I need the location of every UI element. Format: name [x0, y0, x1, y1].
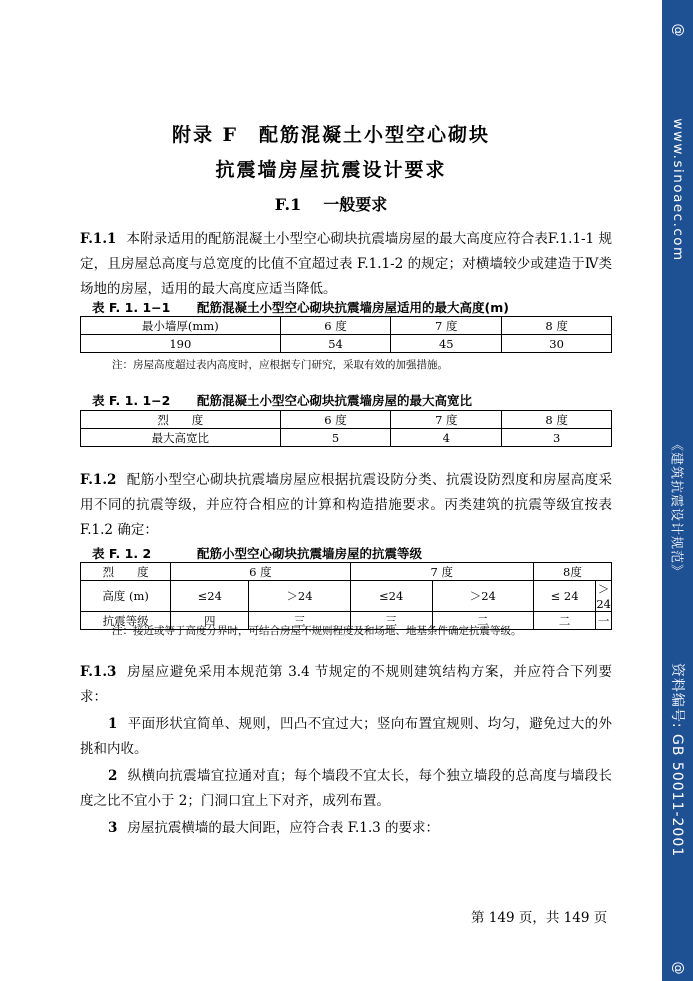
table-label: 表 F. 1. 1−1	[92, 300, 171, 315]
clause-text: 配筋小型空心砌块抗震墙房屋应根据抗震设防分类、抗震设防烈度和房屋高度采用不同的抗震等级，并应符合相应的计算和构造措施要求。丙类建筑的抗震等级宜按表 F.1.2 确定：	[80, 472, 612, 538]
table-cell: 抗震等级	[81, 612, 171, 630]
header-cell: 6 度	[280, 317, 391, 335]
table-caption	[92, 391, 472, 409]
table-cell: ＞24	[596, 582, 611, 611]
table-title: 配筋小型空心砌块抗震墙房屋的抗震等级	[197, 546, 423, 561]
table-note: 注：房屋高度超过表内高度时，应根据专门研究，采取有效的加强措施。	[112, 359, 448, 371]
table-cell: 190	[81, 335, 281, 353]
site-url: www.sinoaec.com	[669, 118, 686, 262]
clause-f113	[80, 660, 612, 710]
clause-f112	[80, 468, 612, 543]
table-caption	[92, 298, 509, 316]
table-caption	[92, 544, 422, 562]
requirement-item-1	[80, 712, 612, 762]
header-cell: 8度	[533, 563, 611, 581]
document-code: 资料编号: GB 50011-2001	[668, 662, 685, 858]
table-seismic-grade	[80, 562, 612, 630]
table-cell: 二	[533, 612, 595, 630]
table-label: 表 F. 1. 1−2	[92, 393, 171, 408]
header-cell: 最小墙厚(mm)	[81, 317, 281, 335]
table-cell: 45	[391, 335, 502, 353]
table-cell: 54	[280, 335, 391, 353]
table-title: 配筋混凝土小型空心砌块抗震墙房屋的最大高宽比	[197, 393, 473, 408]
table-cell: ≤24	[350, 581, 432, 612]
appendix-title-line2: 抗震墙房屋抗震设计要求	[215, 159, 447, 181]
table-row	[81, 581, 612, 612]
table-cell: ≤24	[171, 581, 249, 612]
at-symbol-bottom: @	[670, 961, 685, 975]
table-header-row	[81, 317, 612, 335]
table-cell: 5	[280, 429, 391, 447]
item-text: 纵横向抗震墙宜拉通对直；每个墙段不宜太长，每个独立墙段的总高度与墙段长度之比不宜小于 2；门洞口宜上下对齐，成列布置。	[80, 768, 612, 809]
table-cell: 高度 (m)	[81, 581, 171, 612]
section-number: F.1	[274, 195, 302, 214]
clause-number: F.1.1	[80, 231, 117, 247]
header-cell: 8 度	[502, 317, 612, 335]
table-cell: 三	[350, 612, 432, 630]
table-cell: 4	[391, 429, 502, 447]
table-note: 注：接近或等于高度分界时，可结合房屋不规则程度及和场地、地基条件确定抗震等级。	[112, 625, 522, 637]
table-row	[81, 429, 612, 447]
table-label: 表 F. 1. 2	[92, 546, 152, 561]
table-max-height	[80, 316, 612, 353]
at-symbol-top: @	[670, 23, 685, 37]
page-number: 第 149 页，共 149 页	[471, 910, 608, 926]
table-cell: 一	[596, 612, 612, 630]
item-number: 1	[108, 716, 118, 732]
table-cell: ≤ 24	[533, 581, 595, 612]
table-cell: 30	[502, 335, 612, 353]
clause-f111	[80, 227, 612, 302]
section-title: 一般要求	[323, 195, 388, 214]
table-header-row	[81, 411, 612, 429]
item-text: 平面形状宜简单、规则，凹凸不宜过大；竖向布置宜规则、均匀，避免过大的外挑和内收。	[80, 716, 612, 757]
header-cell: 烈 度	[81, 563, 171, 581]
item-number: 3	[108, 820, 118, 836]
header-cell: 7 度	[350, 563, 533, 581]
header-cell: 7 度	[391, 317, 502, 335]
table-cell: 最大高宽比	[81, 429, 281, 447]
requirement-item-2	[80, 764, 612, 814]
table-cell: ＞24	[249, 581, 350, 612]
header-cell: 7 度	[391, 411, 502, 429]
clause-number: F.1.3	[80, 664, 117, 680]
table-header-row	[81, 563, 612, 581]
table-cell: 3	[502, 429, 612, 447]
clause-number: F.1.2	[80, 472, 117, 488]
side-banner	[662, 0, 693, 981]
table-row	[81, 335, 612, 353]
requirement-item-3	[80, 816, 612, 841]
clause-text: 本附录适用的配筋混凝土小型空心砌块抗震墙房屋的最大高度应符合表F.1.1-1 规定，且房屋总高度与总宽度的比值不宜超过表 F.1.1-2 的规定；对横墙较少或建造于Ⅳ类场地的房屋，适用的最大高度应适当降低。	[80, 231, 612, 297]
header-cell: 6 度	[280, 411, 391, 429]
clause-text: 房屋应避免采用本规范第 3.4 节规定的不规则建筑结构方案，并应符合下列要求：	[80, 664, 612, 705]
table-cell: ＞24	[432, 581, 533, 612]
header-cell: 烈 度	[81, 411, 281, 429]
header-cell: 6 度	[171, 563, 350, 581]
table-height-width-ratio	[80, 410, 612, 447]
table-cell: 三	[249, 612, 350, 630]
table-cell: 四	[171, 612, 249, 630]
table-cell: 二	[432, 612, 533, 630]
section-heading	[0, 192, 662, 215]
item-text: 房屋抗震横墙的最大间距，应符合表 F.1.3 的要求：	[127, 820, 440, 836]
item-number: 2	[108, 768, 118, 784]
appendix-title-line1: 附录 F 配筋混凝土小型空心砌块	[171, 124, 491, 146]
header-cell: 8 度	[502, 411, 612, 429]
table-title: 配筋混凝土小型空心砌块抗震墙房屋适用的最大高度(m)	[197, 300, 509, 315]
book-title: 《建筑抗震设计规范》	[668, 437, 683, 579]
